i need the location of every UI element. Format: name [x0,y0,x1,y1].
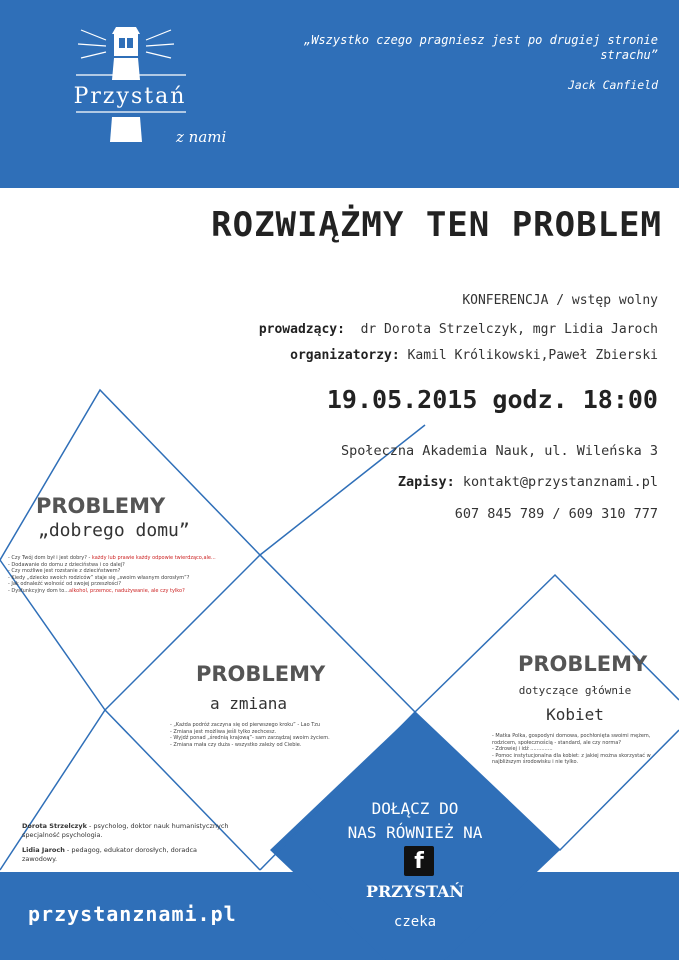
bio-2: Lidia Jaroch - pedagog, edukator dorosłych, doradca zawodowy. [22,846,198,863]
problem-1-point: - Dysfunkcyjny dom to...alkohol, przemoc, nadużywanie, ale czy tylko? [8,587,185,594]
problem-1-heading: PROBLEMY [36,494,166,518]
event-date: 19.05.2015 godz. 18:00 [326,385,658,414]
organizers-line [18,348,658,363]
join-text: DOŁĄCZ DO NAS RÓWNIEŻ NA [347,799,483,842]
join-wait: czeka [393,914,437,930]
organizers-value: Kamil Królikowski,Paweł Zbierski [407,348,658,363]
problem-2-subtitle: a zmiana [210,694,288,713]
hosts-value: dr Dorota Strzelczyk, mgr Lidia Jaroch [360,322,658,337]
problem-3-heading: PROBLEMY [518,652,648,676]
logo-name: Przystań [73,84,187,109]
logo-tagline: z nami [176,128,227,146]
facebook-icon[interactable]: f [404,846,434,876]
problem-1-subtitle: „dobrego domu” [38,520,190,541]
quote-text: „Wszystko czego pragniesz jest po drugiej stronie strachu” [303,33,658,62]
problem-2-point: - Wyjdź ponad „średnią krajową”- sam zarządzaj swoim życiem. [170,735,330,741]
problem-1-point: - Czy Twój dom był i jest dobry? - każdy lub prawie każdy odpowie twierdząco,ale... [8,555,216,561]
problem-3-points [492,733,652,766]
problem-3-point: - Pomoc instytucjonalna dla kobiet: z jakiej można skorzystać w najbliższym środowisku i nie tylko. [492,752,651,765]
signup-line [18,474,658,490]
signup-label: Zapisy: [397,474,455,490]
problem-3-point: - Zdrowiej i idź .............. [492,746,553,752]
problem-1-point: - Dodawanie do domu z dzieciństwa i co dalej? [8,561,125,568]
join-brand: PRZYSTAŃ [365,882,465,901]
quote-author: Jack Canfield [567,78,658,92]
hosts-line [18,322,658,337]
problem-3-subtitle2: Kobiet [546,705,604,724]
venue-line: Społeczna Akademia Nauk, ul. Wileńska 3 [341,443,658,459]
problem-2-point: - Zmiana mała czy duża - wszystko zależy od Ciebie. [170,741,302,748]
problem-1-point: - Czy możliwe jest rozstanie z dzieciństwem? [8,568,121,574]
problem-1-point: - Jak odnaleźć wolność od swojej przeszłości? [8,581,122,587]
signup-email[interactable]: kontakt@przystanznami.pl [462,474,658,490]
problem-1-point: - Kiedy „dziecko swoich rodziców” staje się „swoim własnym dorosłym”? [8,574,190,581]
bio-1: Dorota Strzelczyk - psycholog, doktor nauk humanistycznych specjalność psychologia. [22,822,229,839]
organizers-label: organizatorzy: [290,348,400,363]
conference-line: KONFERENCJA / wstęp wolny [462,293,658,308]
problem-2-heading: PROBLEMY [196,662,326,686]
speaker-bios [22,822,232,864]
problem-2-points [170,722,380,748]
problem-3-subtitle: dotyczące głównie [518,684,632,697]
phones-line: 607 845 789 / 609 310 777 [454,506,658,522]
problem-3-point: - Matka Polka, gospodyni domowa, pochłonięta swoimi mężem, rodzicem, społecznością - standard, ale czy norma? [492,733,651,746]
problem-1-points [8,555,240,594]
problem-2-point: - „Każda podróż zaczyna się od pierwszego kroku” - Lao Tzu [170,722,321,728]
problem-2-point: - Zmiana jest możliwa jeśli tylko zechcesz. [170,728,277,735]
website-link[interactable]: przystanznami.pl [28,902,237,926]
page-title: ROZWIĄŻMY TEN PROBLEM [211,205,662,245]
hosts-label: prowadzący: [258,322,345,337]
